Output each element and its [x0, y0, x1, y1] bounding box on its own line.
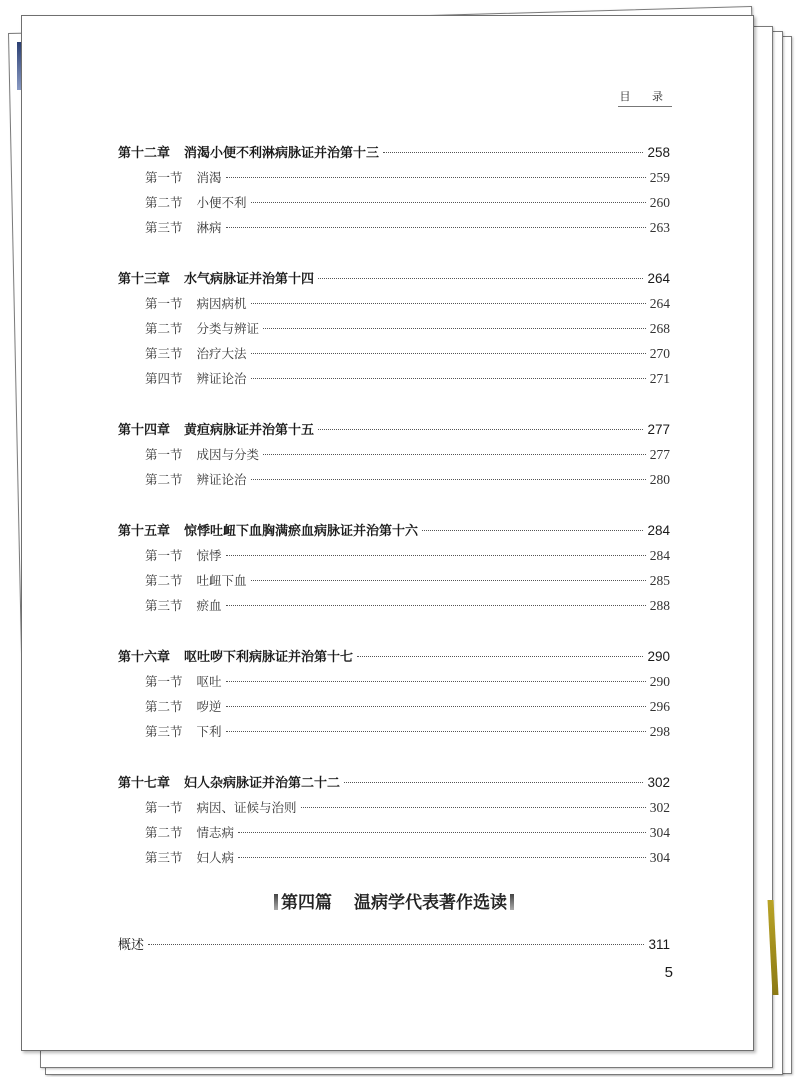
entry-title: 概述 — [118, 938, 145, 953]
entry-number: 第三节 — [145, 220, 183, 235]
entry-title — [145, 316, 259, 341]
entry-title — [118, 141, 379, 166]
toc-entry-section[interactable] — [118, 543, 670, 568]
entry-title — [145, 694, 222, 719]
entry-title — [145, 543, 222, 568]
entry-title-text: 瘀血 — [196, 598, 222, 613]
entry-page-number: 296 — [649, 699, 670, 714]
entry-title — [145, 719, 222, 744]
dot-leader — [226, 177, 646, 178]
entry-number: 第二节 — [145, 195, 183, 210]
entry-number: 第十五章 — [118, 524, 171, 539]
part-number: 第四篇 — [281, 893, 332, 913]
entry-title-text: 消渴 — [196, 170, 222, 185]
entry-number: 第十二章 — [118, 146, 171, 161]
toc-entry-chapter[interactable] — [118, 644, 670, 669]
dot-leader — [263, 328, 646, 329]
entry-title-text: 水气病脉证并治第十四 — [184, 272, 315, 287]
chapter-group — [118, 266, 670, 391]
entry-page-number: 302 — [647, 775, 670, 790]
entry-page-number: 290 — [647, 649, 670, 664]
entry-title-text: 惊悸 — [196, 548, 222, 563]
entry-title — [145, 366, 247, 391]
entry-page-number: 277 — [649, 447, 670, 462]
entry-page-number: 263 — [649, 220, 670, 235]
entry-title — [118, 645, 353, 670]
toc-entry-section[interactable] — [118, 694, 670, 719]
entry-title — [145, 467, 247, 492]
dot-leader — [357, 656, 643, 657]
entry-title-text: 成因与分类 — [196, 447, 260, 462]
toc-entry-section[interactable] — [118, 190, 670, 215]
entry-title-text: 妇人病 — [196, 850, 235, 865]
entry-number: 第一节 — [145, 447, 183, 462]
dot-leader — [318, 278, 643, 279]
toc-page — [21, 15, 754, 1051]
entry-number: 第十四章 — [118, 423, 171, 438]
entry-title — [145, 568, 247, 593]
running-header: 目 录 — [618, 88, 673, 107]
toc-entry-chapter[interactable] — [118, 518, 670, 543]
entry-title-text: 病因病机 — [196, 296, 247, 311]
dot-leader — [251, 580, 646, 581]
chapter-group — [118, 770, 670, 870]
entry-number: 第一节 — [145, 170, 183, 185]
entry-page-number: 280 — [649, 472, 670, 487]
entry-title-text: 下利 — [196, 724, 222, 739]
toc-entry-section[interactable] — [118, 568, 670, 593]
entry-page-number: 304 — [649, 850, 670, 865]
dot-leader — [251, 378, 646, 379]
entry-number: 第二节 — [145, 472, 183, 487]
entry-page-number: 284 — [647, 523, 670, 538]
entry-page-number: 302 — [649, 800, 670, 815]
entry-page-number: 290 — [649, 674, 670, 689]
toc-entry-section[interactable] — [118, 795, 670, 820]
entry-title — [145, 795, 297, 820]
entry-title — [118, 771, 340, 796]
toc-entry-chapter[interactable] — [118, 417, 670, 442]
dot-leader — [301, 807, 646, 808]
entry-page-number: 271 — [649, 371, 670, 386]
entry-number: 第二节 — [145, 699, 183, 714]
entry-title — [118, 418, 314, 443]
dot-leader — [226, 706, 646, 707]
toc-entry-section[interactable] — [118, 215, 670, 240]
entry-title — [145, 442, 259, 467]
entry-page-number: 264 — [647, 271, 670, 286]
toc-entry-section[interactable] — [118, 316, 670, 341]
entry-page-number: 284 — [649, 548, 670, 563]
entry-number: 第二节 — [145, 573, 183, 588]
entry-title-text: 吐衄下血 — [196, 573, 247, 588]
entry-page-number: 288 — [649, 598, 670, 613]
toc-entry-section[interactable] — [118, 442, 670, 467]
entry-title-text: 黄疸病脉证并治第十五 — [184, 423, 315, 438]
entry-number: 第一节 — [145, 800, 183, 815]
toc-entry-chapter[interactable] — [118, 266, 670, 291]
entry-number: 第三节 — [145, 598, 183, 613]
entry-page-number: 268 — [649, 321, 670, 336]
entry-title-text: 淋病 — [196, 220, 222, 235]
entry-title-text: 哕逆 — [196, 699, 222, 714]
chapter-group — [118, 644, 670, 744]
entry-number: 第十六章 — [118, 650, 171, 665]
toc-entry-section[interactable] — [118, 341, 670, 366]
entry-title — [145, 845, 234, 870]
entry-title-text: 辨证论治 — [196, 472, 247, 487]
entry-number: 第十七章 — [118, 776, 171, 791]
toc-entry-section[interactable] — [118, 467, 670, 492]
dot-leader — [318, 429, 643, 430]
chapter-group — [118, 518, 670, 618]
entry-page-number: 260 — [649, 195, 670, 210]
entry-number: 第四节 — [145, 371, 183, 386]
bar-ornament-icon — [510, 894, 514, 910]
entry-title — [145, 190, 247, 215]
entry-title-text: 呕吐 — [196, 674, 222, 689]
toc-entry-section[interactable] — [118, 165, 670, 190]
entry-title-text: 惊悸吐衄下血胸满瘀血病脉证并治第十六 — [184, 524, 419, 539]
entry-title — [118, 267, 314, 292]
chapter-group — [118, 140, 670, 240]
entry-title — [145, 291, 247, 316]
toc-entry-chapter[interactable] — [118, 140, 670, 165]
dot-leader — [238, 832, 646, 833]
entry-number: 第三节 — [145, 724, 183, 739]
toc-entry-section[interactable] — [118, 845, 670, 870]
toc-entry-section[interactable] — [118, 593, 670, 618]
dot-leader — [226, 605, 646, 606]
entry-page-number: 311 — [648, 937, 670, 952]
toc-entry-overview[interactable] — [118, 932, 670, 957]
toc-entry-chapter[interactable] — [118, 770, 670, 795]
entry-title — [145, 341, 247, 366]
bar-ornament-icon — [274, 894, 278, 910]
entry-title-text: 消渴小便不利淋病脉证并治第十三 — [184, 146, 380, 161]
toc-entry-section[interactable] — [118, 820, 670, 845]
entry-title-text: 分类与辨证 — [196, 321, 260, 336]
dot-leader — [263, 454, 646, 455]
entry-page-number: 264 — [649, 296, 670, 311]
entry-page-number: 258 — [647, 145, 670, 160]
entry-number: 第三节 — [145, 850, 183, 865]
toc-entry-section[interactable] — [118, 719, 670, 744]
entry-title — [118, 519, 418, 544]
dot-leader — [251, 479, 646, 480]
table-of-contents — [118, 140, 670, 957]
part-title-text: 温病学代表著作选读 — [354, 893, 507, 913]
entry-title — [145, 215, 222, 240]
dot-leader — [226, 227, 646, 228]
toc-entry-section[interactable] — [118, 669, 670, 694]
entry-title-text: 呕吐哕下利病脉证并治第十七 — [184, 650, 354, 665]
dot-leader — [251, 202, 646, 203]
entry-title-text: 治疗大法 — [196, 346, 247, 361]
dot-leader — [226, 731, 646, 732]
entry-title — [145, 165, 222, 190]
entry-number: 第三节 — [145, 346, 183, 361]
dot-leader — [226, 555, 646, 556]
entry-title-text: 妇人杂病脉证并治第二十二 — [184, 776, 341, 791]
entry-number: 第一节 — [145, 548, 183, 563]
toc-entry-section[interactable] — [118, 366, 670, 391]
toc-entry-section[interactable] — [118, 291, 670, 316]
entry-title — [145, 669, 222, 694]
entry-page-number: 277 — [647, 422, 670, 437]
entry-title — [145, 820, 234, 845]
dot-leader — [148, 944, 644, 945]
entry-title-text: 小便不利 — [196, 195, 247, 210]
entry-page-number: 304 — [649, 825, 670, 840]
dot-leader — [422, 530, 643, 531]
entry-page-number: 259 — [649, 170, 670, 185]
entry-page-number: 298 — [649, 724, 670, 739]
chapter-group — [118, 417, 670, 492]
dot-leader — [251, 303, 646, 304]
entry-number: 第一节 — [145, 674, 183, 689]
entry-page-number: 270 — [649, 346, 670, 361]
dot-leader — [344, 782, 643, 783]
dot-leader — [226, 681, 646, 682]
entry-number: 第一节 — [145, 296, 183, 311]
entry-number: 第二节 — [145, 825, 183, 840]
entry-number: 第二节 — [145, 321, 183, 336]
entry-title-text: 情志病 — [196, 825, 235, 840]
entry-title-text: 病因、证候与治则 — [196, 800, 297, 815]
dot-leader — [251, 353, 646, 354]
entry-title-text: 辨证论治 — [196, 371, 247, 386]
part-heading — [118, 888, 670, 918]
page-folio: 5 — [664, 964, 673, 981]
dot-leader — [238, 857, 646, 858]
entry-number: 第十三章 — [118, 272, 171, 287]
dot-leader — [383, 152, 643, 153]
entry-title — [145, 593, 222, 618]
entry-page-number: 285 — [649, 573, 670, 588]
